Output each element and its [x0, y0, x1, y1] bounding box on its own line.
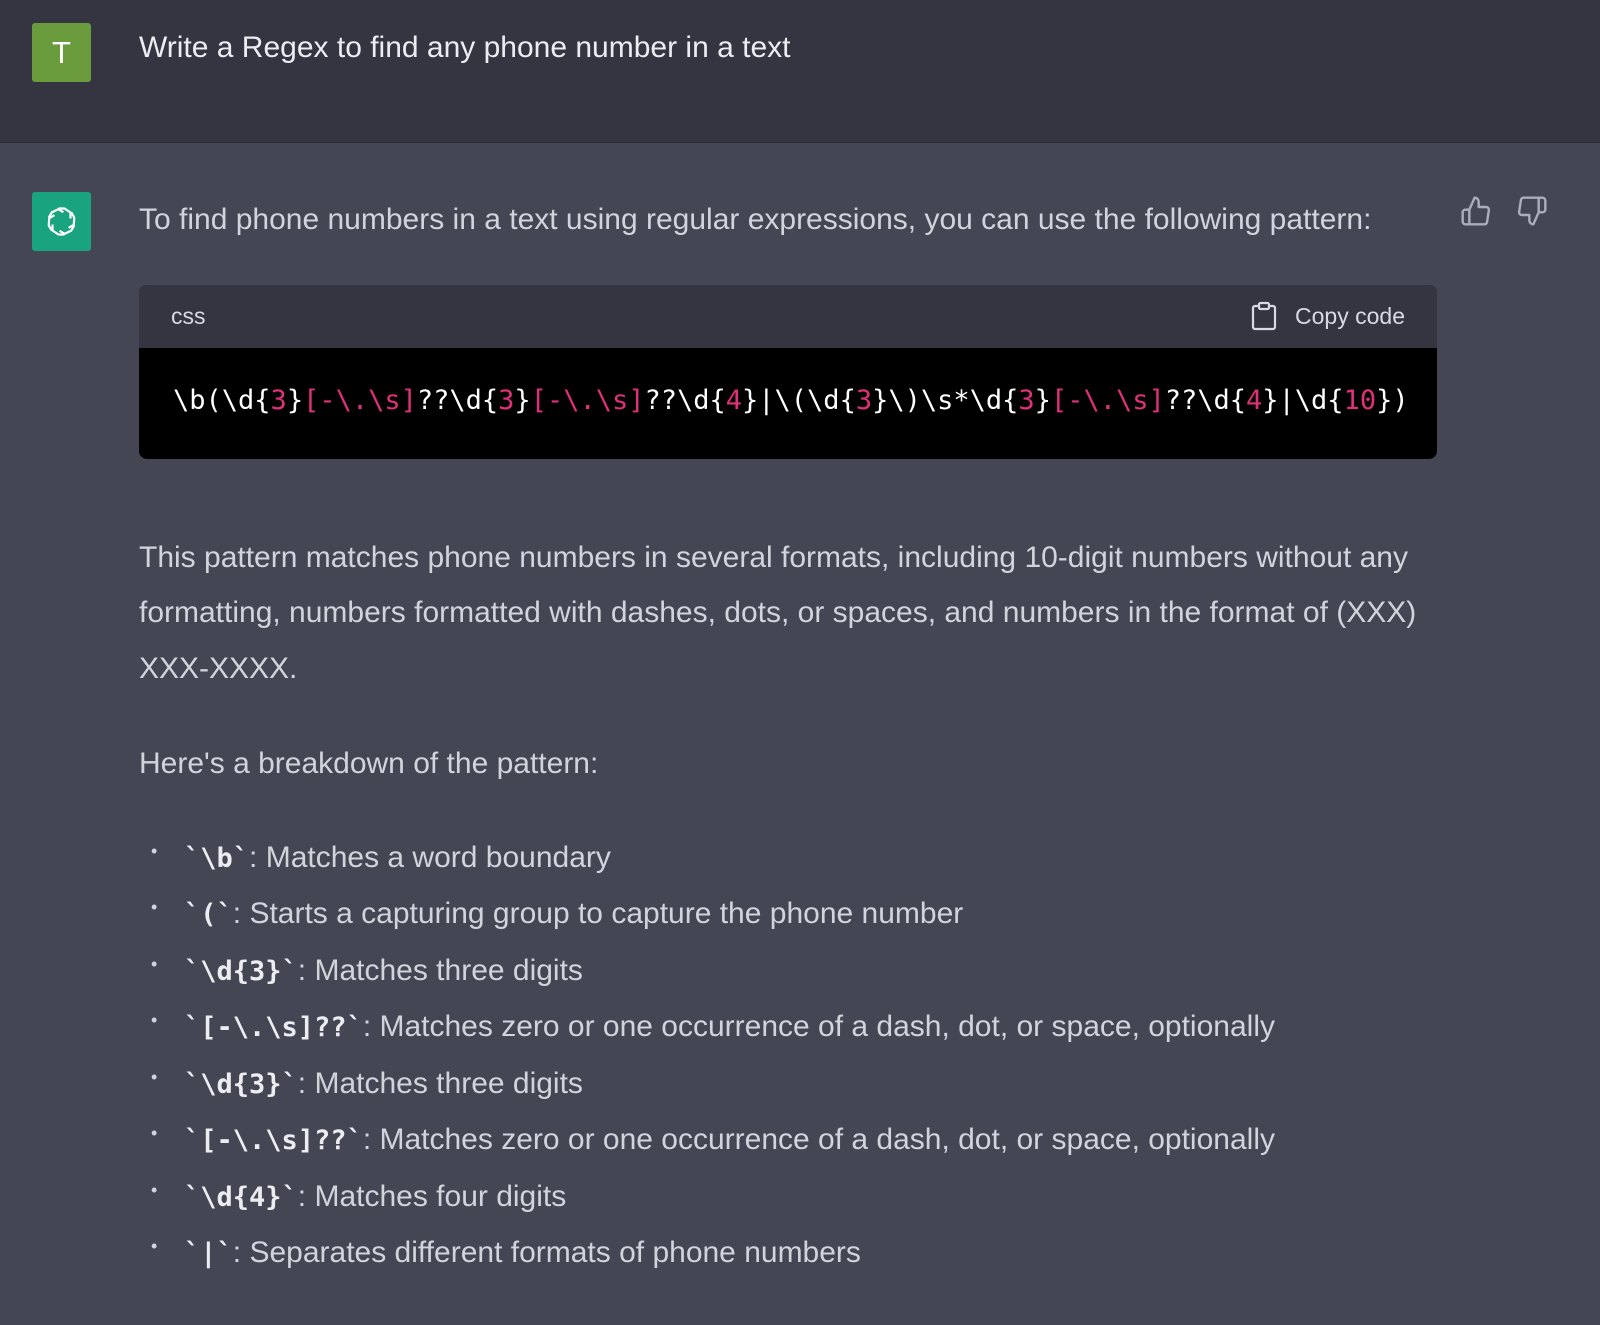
code-token: }|\(\d{: [742, 384, 856, 416]
thumbs-down-button[interactable]: [1515, 194, 1549, 228]
list-item-text: : Starts a capturing group to capture the phone number: [232, 897, 964, 930]
code-token-highlight: [-\.\s]: [530, 384, 645, 416]
intro-paragraph: To find phone numbers in a text using regular expressions, you can use the following pattern:: [139, 203, 1372, 236]
code-token: }|\d{: [1262, 384, 1344, 416]
breakdown-heading: Here's a breakdown of the pattern:: [139, 747, 599, 780]
code-token-highlight: 3: [1018, 384, 1035, 416]
code-token-highlight: [-\.\s]: [1050, 384, 1165, 416]
code-token: }: [514, 384, 531, 416]
list-item: [139, 943, 1429, 1000]
list-item-code: `|`: [184, 1238, 233, 1269]
code-token: ??\d{: [1164, 384, 1247, 416]
code-token-highlight: 3: [855, 384, 873, 416]
code-token-highlight: 3: [270, 384, 287, 416]
clipboard-icon: [1251, 301, 1277, 331]
list-item-text: : Matches zero or one occurrence of a dash, dot, or space, optionally: [362, 1010, 1275, 1043]
code-token-highlight: 4: [725, 384, 743, 416]
thumbs-down-icon: [1516, 195, 1548, 227]
list-item: [139, 1112, 1429, 1169]
list-item-code: `\d{3}`: [184, 955, 298, 987]
code-line: [173, 385, 1409, 416]
list-item: [139, 1169, 1429, 1226]
code-block-header: [139, 285, 1437, 348]
list-item-code: `(`: [184, 899, 233, 930]
list-item-code: `\b`: [184, 842, 250, 874]
thumbs-up-button[interactable]: [1459, 194, 1493, 228]
user-avatar: T: [32, 23, 91, 82]
code-token: }\)\s*\d{: [872, 384, 1019, 416]
code-token: ??\d{: [416, 384, 499, 416]
list-item: [139, 886, 1429, 943]
description-paragraph: This pattern matches phone numbers in several formats, including 10-digit numbers without any formatting, numbers formatted with dashes, dots, or spaces, and numbers in the format of (XXX) XXX-XXXX.: [139, 540, 1417, 685]
code-token-highlight: 4: [1246, 384, 1263, 416]
assistant-message-content: [139, 192, 1429, 1282]
list-item-code: `[-\.\s]??`: [184, 1012, 363, 1043]
breakdown-list: [139, 830, 1429, 1282]
user-message-text: Write a Regex to find any phone number in a text: [139, 31, 791, 64]
code-block: [139, 285, 1437, 459]
list-item-text: : Matches a word boundary: [249, 840, 611, 874]
list-item-text: : Matches three digits: [297, 953, 583, 987]
openai-logo-icon: [41, 201, 82, 242]
copy-code-label: Copy code: [1295, 302, 1405, 329]
code-token: }: [1034, 384, 1051, 416]
code-token: }): [1376, 384, 1409, 416]
list-item-text: : Matches zero or one occurrence of a dash, dot, or space, optionally: [362, 1123, 1275, 1156]
list-item: [139, 1225, 1429, 1282]
list-item-text: : Separates different formats of phone numbers: [232, 1236, 861, 1269]
assistant-message-row: [0, 144, 1600, 1325]
code-token-highlight: 10: [1343, 384, 1377, 416]
list-item-code: `[-\.\s]??`: [184, 1125, 363, 1156]
code-token: \b(\d{: [173, 384, 271, 416]
code-body: [139, 348, 1437, 459]
code-token: ??\d{: [644, 384, 726, 416]
code-token-highlight: [-\.\s]: [303, 384, 417, 416]
code-token-highlight: 3: [498, 384, 515, 416]
list-item: [139, 999, 1429, 1056]
code-language-label: css: [171, 302, 206, 329]
list-item: [139, 1056, 1429, 1113]
thumbs-up-icon: [1460, 195, 1492, 227]
list-item-text: : Matches three digits: [297, 1066, 583, 1100]
list-item-code: `\d{4}`: [184, 1181, 298, 1213]
user-message-row: [0, 0, 1600, 143]
assistant-avatar: [32, 192, 91, 251]
copy-code-button[interactable]: [1251, 301, 1405, 331]
list-item: [139, 830, 1429, 887]
code-token: }: [286, 384, 304, 416]
list-item-code: `\d{3}`: [184, 1068, 298, 1100]
list-item-text: : Matches four digits: [297, 1179, 567, 1213]
